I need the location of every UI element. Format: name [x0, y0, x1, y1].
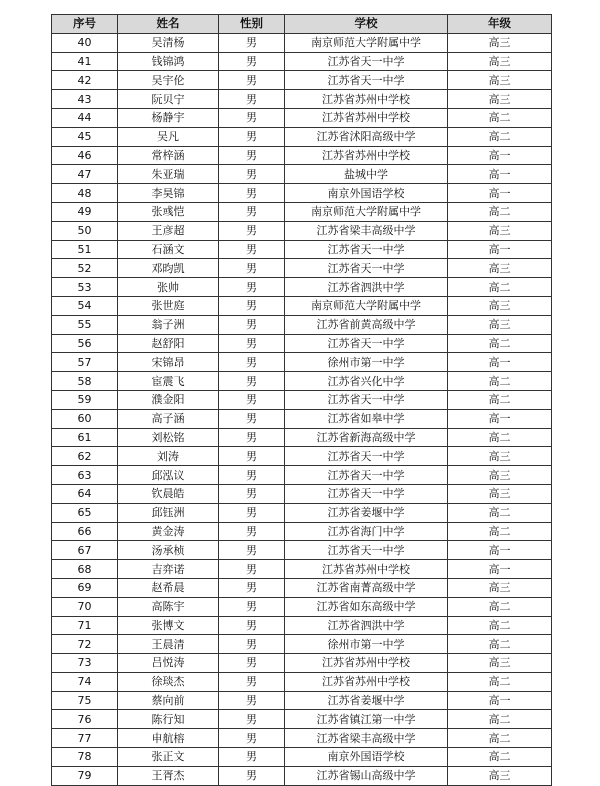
cell-grade: 高一: [448, 146, 552, 165]
table-row: [52, 52, 552, 71]
cell-seq: 52: [52, 259, 118, 278]
cell-name: 宋锦昂: [118, 353, 219, 372]
cell-name: 黄金涛: [118, 522, 219, 541]
cell-grade: 高一: [448, 409, 552, 428]
cell-grade: 高二: [448, 202, 552, 221]
table-row: [52, 409, 552, 428]
cell-gender: 男: [219, 654, 285, 673]
cell-grade: 高二: [448, 710, 552, 729]
table-row: [52, 766, 552, 785]
cell-seq: 59: [52, 390, 118, 409]
table-row: [52, 616, 552, 635]
cell-gender: 男: [219, 503, 285, 522]
cell-name: 吴凡: [118, 127, 219, 146]
cell-gender: 男: [219, 372, 285, 391]
cell-name: 常梓涵: [118, 146, 219, 165]
cell-grade: 高二: [448, 748, 552, 767]
cell-grade: 高二: [448, 616, 552, 635]
cell-school: 江苏省锡山高级中学: [285, 766, 448, 785]
cell-school: 南京外国语学校: [285, 184, 448, 203]
cell-grade: 高二: [448, 127, 552, 146]
cell-gender: 男: [219, 71, 285, 90]
cell-seq: 53: [52, 278, 118, 297]
table-row: [52, 372, 552, 391]
cell-grade: 高三: [448, 447, 552, 466]
cell-seq: 43: [52, 90, 118, 109]
cell-gender: 男: [219, 766, 285, 785]
cell-grade: 高二: [448, 635, 552, 654]
cell-grade: 高三: [448, 52, 552, 71]
cell-school: 江苏省镇江第一中学: [285, 710, 448, 729]
cell-school: 江苏省天一中学: [285, 447, 448, 466]
table-row: [52, 33, 552, 52]
cell-gender: 男: [219, 672, 285, 691]
cell-school: 江苏省苏州中学校: [285, 90, 448, 109]
cell-name: 吴宇伦: [118, 71, 219, 90]
cell-seq: 79: [52, 766, 118, 785]
cell-seq: 78: [52, 748, 118, 767]
cell-grade: 高二: [448, 108, 552, 127]
table-row: [52, 503, 552, 522]
cell-grade: 高二: [448, 428, 552, 447]
cell-gender: 男: [219, 522, 285, 541]
cell-school: 南京师范大学附属中学: [285, 296, 448, 315]
cell-seq: 77: [52, 729, 118, 748]
cell-name: 杨静宇: [118, 108, 219, 127]
table-row: [52, 635, 552, 654]
table-row: [52, 672, 552, 691]
cell-gender: 男: [219, 484, 285, 503]
cell-name: 王胥杰: [118, 766, 219, 785]
cell-grade: 高三: [448, 71, 552, 90]
cell-grade: 高二: [448, 522, 552, 541]
table-row: [52, 334, 552, 353]
cell-seq: 73: [52, 654, 118, 673]
cell-name: 李昊锦: [118, 184, 219, 203]
cell-grade: 高二: [448, 334, 552, 353]
cell-grade: 高二: [448, 372, 552, 391]
cell-school: 江苏省兴化中学: [285, 372, 448, 391]
table-row: [52, 146, 552, 165]
cell-name: 宦震飞: [118, 372, 219, 391]
cell-gender: 男: [219, 278, 285, 297]
cell-name: 刘涛: [118, 447, 219, 466]
cell-seq: 61: [52, 428, 118, 447]
cell-seq: 48: [52, 184, 118, 203]
table-row: [52, 466, 552, 485]
cell-seq: 41: [52, 52, 118, 71]
cell-seq: 55: [52, 315, 118, 334]
cell-name: 汤承桢: [118, 541, 219, 560]
cell-school: 江苏省新海高级中学: [285, 428, 448, 447]
cell-gender: 男: [219, 428, 285, 447]
cell-seq: 50: [52, 221, 118, 240]
cell-gender: 男: [219, 409, 285, 428]
cell-name: 申航榕: [118, 729, 219, 748]
cell-school: 盐城中学: [285, 165, 448, 184]
table-row: [52, 184, 552, 203]
cell-seq: 75: [52, 691, 118, 710]
table-row: [52, 560, 552, 579]
table-row: [52, 522, 552, 541]
cell-school: 江苏省姜堰中学: [285, 691, 448, 710]
cell-name: 钦晨皓: [118, 484, 219, 503]
cell-school: 江苏省沭阳高级中学: [285, 127, 448, 146]
cell-seq: 70: [52, 597, 118, 616]
cell-grade: 高二: [448, 729, 552, 748]
cell-school: 江苏省天一中学: [285, 466, 448, 485]
cell-school: 江苏省天一中学: [285, 240, 448, 259]
cell-gender: 男: [219, 616, 285, 635]
cell-seq: 63: [52, 466, 118, 485]
cell-school: 江苏省泗洪中学: [285, 616, 448, 635]
cell-seq: 76: [52, 710, 118, 729]
cell-seq: 71: [52, 616, 118, 635]
cell-grade: 高一: [448, 541, 552, 560]
table-row: [52, 597, 552, 616]
table-row: [52, 108, 552, 127]
table-row: [52, 221, 552, 240]
cell-grade: 高二: [448, 672, 552, 691]
cell-seq: 47: [52, 165, 118, 184]
cell-school: 江苏省苏州中学校: [285, 108, 448, 127]
cell-grade: 高一: [448, 560, 552, 579]
cell-grade: 高三: [448, 90, 552, 109]
cell-school: 江苏省海门中学: [285, 522, 448, 541]
header-gender: 性别: [219, 15, 285, 34]
cell-gender: 男: [219, 353, 285, 372]
table-row: [52, 165, 552, 184]
student-roster-table: [51, 14, 552, 786]
cell-grade: 高二: [448, 390, 552, 409]
cell-grade: 高二: [448, 503, 552, 522]
table-header: [52, 15, 552, 34]
cell-seq: 62: [52, 447, 118, 466]
cell-gender: 男: [219, 184, 285, 203]
cell-name: 吕悦涛: [118, 654, 219, 673]
table-row: [52, 428, 552, 447]
cell-name: 刘松铭: [118, 428, 219, 447]
table-row: [52, 90, 552, 109]
cell-school: 南京外国语学校: [285, 748, 448, 767]
cell-school: 江苏省天一中学: [285, 71, 448, 90]
cell-name: 蔡向前: [118, 691, 219, 710]
table-row: [52, 278, 552, 297]
cell-name: 高子涵: [118, 409, 219, 428]
cell-grade: 高二: [448, 597, 552, 616]
table-row: [52, 710, 552, 729]
cell-seq: 74: [52, 672, 118, 691]
cell-school: 徐州市第一中学: [285, 635, 448, 654]
cell-gender: 男: [219, 334, 285, 353]
cell-grade: 高三: [448, 33, 552, 52]
cell-seq: 66: [52, 522, 118, 541]
cell-school: 江苏省天一中学: [285, 541, 448, 560]
cell-name: 高陈宇: [118, 597, 219, 616]
cell-grade: 高三: [448, 766, 552, 785]
cell-name: 朱亚瑞: [118, 165, 219, 184]
cell-gender: 男: [219, 33, 285, 52]
cell-seq: 68: [52, 560, 118, 579]
cell-school: 江苏省苏州中学校: [285, 654, 448, 673]
cell-seq: 64: [52, 484, 118, 503]
cell-seq: 65: [52, 503, 118, 522]
cell-school: 江苏省梁丰高级中学: [285, 729, 448, 748]
cell-gender: 男: [219, 146, 285, 165]
cell-name: 张正文: [118, 748, 219, 767]
cell-name: 邓昀凯: [118, 259, 219, 278]
cell-school: 江苏省南菁高级中学: [285, 578, 448, 597]
cell-name: 陈行知: [118, 710, 219, 729]
table-row: [52, 748, 552, 767]
cell-seq: 54: [52, 296, 118, 315]
cell-grade: 高一: [448, 184, 552, 203]
cell-name: 邱泓议: [118, 466, 219, 485]
cell-gender: 男: [219, 541, 285, 560]
cell-gender: 男: [219, 390, 285, 409]
cell-grade: 高三: [448, 578, 552, 597]
cell-school: 江苏省天一中学: [285, 259, 448, 278]
cell-grade: 高三: [448, 296, 552, 315]
cell-gender: 男: [219, 240, 285, 259]
cell-seq: 58: [52, 372, 118, 391]
cell-name: 吉弈诺: [118, 560, 219, 579]
cell-school: 江苏省苏州中学校: [285, 672, 448, 691]
cell-gender: 男: [219, 691, 285, 710]
table-body: [52, 33, 552, 785]
table-row: [52, 315, 552, 334]
header-seq: 序号: [52, 15, 118, 34]
cell-seq: 56: [52, 334, 118, 353]
cell-school: 江苏省苏州中学校: [285, 146, 448, 165]
cell-grade: 高三: [448, 259, 552, 278]
cell-gender: 男: [219, 578, 285, 597]
header-row: [52, 15, 552, 34]
cell-seq: 40: [52, 33, 118, 52]
cell-school: 江苏省天一中学: [285, 334, 448, 353]
cell-name: 濮金阳: [118, 390, 219, 409]
cell-school: 江苏省苏州中学校: [285, 560, 448, 579]
table-row: [52, 541, 552, 560]
cell-school: 江苏省如皋中学: [285, 409, 448, 428]
cell-grade: 高一: [448, 691, 552, 710]
cell-gender: 男: [219, 447, 285, 466]
header-school: 学校: [285, 15, 448, 34]
table-row: [52, 447, 552, 466]
cell-name: 石涵文: [118, 240, 219, 259]
cell-gender: 男: [219, 202, 285, 221]
cell-grade: 高一: [448, 165, 552, 184]
cell-school: 江苏省梁丰高级中学: [285, 221, 448, 240]
cell-grade: 高一: [448, 240, 552, 259]
cell-seq: 51: [52, 240, 118, 259]
table-row: [52, 578, 552, 597]
header-name: 姓名: [118, 15, 219, 34]
cell-school: 南京师范大学附属中学: [285, 202, 448, 221]
cell-grade: 高三: [448, 654, 552, 673]
cell-name: 王晨清: [118, 635, 219, 654]
table-row: [52, 71, 552, 90]
table-row: [52, 296, 552, 315]
cell-school: 江苏省天一中学: [285, 484, 448, 503]
cell-seq: 49: [52, 202, 118, 221]
cell-gender: 男: [219, 635, 285, 654]
cell-school: 徐州市第一中学: [285, 353, 448, 372]
cell-seq: 57: [52, 353, 118, 372]
cell-name: 徐琰杰: [118, 672, 219, 691]
table-row: [52, 240, 552, 259]
cell-grade: 高三: [448, 466, 552, 485]
cell-seq: 69: [52, 578, 118, 597]
cell-school: 江苏省前黄高级中学: [285, 315, 448, 334]
cell-name: 阮贝宁: [118, 90, 219, 109]
cell-name: 张世庭: [118, 296, 219, 315]
cell-name: 王彦超: [118, 221, 219, 240]
cell-name: 翁子洲: [118, 315, 219, 334]
cell-gender: 男: [219, 108, 285, 127]
table-row: [52, 691, 552, 710]
cell-grade: 高二: [448, 278, 552, 297]
cell-gender: 男: [219, 165, 285, 184]
cell-name: 张博文: [118, 616, 219, 635]
cell-name: 邱钰洲: [118, 503, 219, 522]
cell-seq: 46: [52, 146, 118, 165]
cell-gender: 男: [219, 127, 285, 146]
cell-school: 江苏省如东高级中学: [285, 597, 448, 616]
cell-school: 江苏省泗洪中学: [285, 278, 448, 297]
cell-seq: 72: [52, 635, 118, 654]
cell-school: 江苏省姜堰中学: [285, 503, 448, 522]
header-grade: 年级: [448, 15, 552, 34]
cell-gender: 男: [219, 296, 285, 315]
cell-seq: 42: [52, 71, 118, 90]
cell-school: 江苏省天一中学: [285, 52, 448, 71]
table-row: [52, 390, 552, 409]
table-row: [52, 729, 552, 748]
cell-gender: 男: [219, 560, 285, 579]
cell-school: 江苏省天一中学: [285, 390, 448, 409]
cell-gender: 男: [219, 748, 285, 767]
cell-gender: 男: [219, 221, 285, 240]
cell-gender: 男: [219, 315, 285, 334]
cell-gender: 男: [219, 52, 285, 71]
cell-gender: 男: [219, 259, 285, 278]
cell-gender: 男: [219, 729, 285, 748]
cell-school: 南京师范大学附属中学: [285, 33, 448, 52]
cell-name: 赵希晨: [118, 578, 219, 597]
cell-seq: 45: [52, 127, 118, 146]
table-row: [52, 259, 552, 278]
table-row: [52, 127, 552, 146]
cell-grade: 高三: [448, 484, 552, 503]
cell-gender: 男: [219, 466, 285, 485]
table-row: [52, 353, 552, 372]
table-row: [52, 202, 552, 221]
table-row: [52, 484, 552, 503]
cell-name: 张彧恺: [118, 202, 219, 221]
cell-seq: 44: [52, 108, 118, 127]
cell-gender: 男: [219, 90, 285, 109]
table-row: [52, 654, 552, 673]
cell-name: 赵舒阳: [118, 334, 219, 353]
cell-name: 张帅: [118, 278, 219, 297]
cell-name: 吴清杨: [118, 33, 219, 52]
cell-grade: 高三: [448, 315, 552, 334]
cell-name: 钱锦鸿: [118, 52, 219, 71]
cell-gender: 男: [219, 597, 285, 616]
cell-seq: 67: [52, 541, 118, 560]
cell-grade: 高一: [448, 353, 552, 372]
cell-gender: 男: [219, 710, 285, 729]
cell-seq: 60: [52, 409, 118, 428]
cell-grade: 高三: [448, 221, 552, 240]
